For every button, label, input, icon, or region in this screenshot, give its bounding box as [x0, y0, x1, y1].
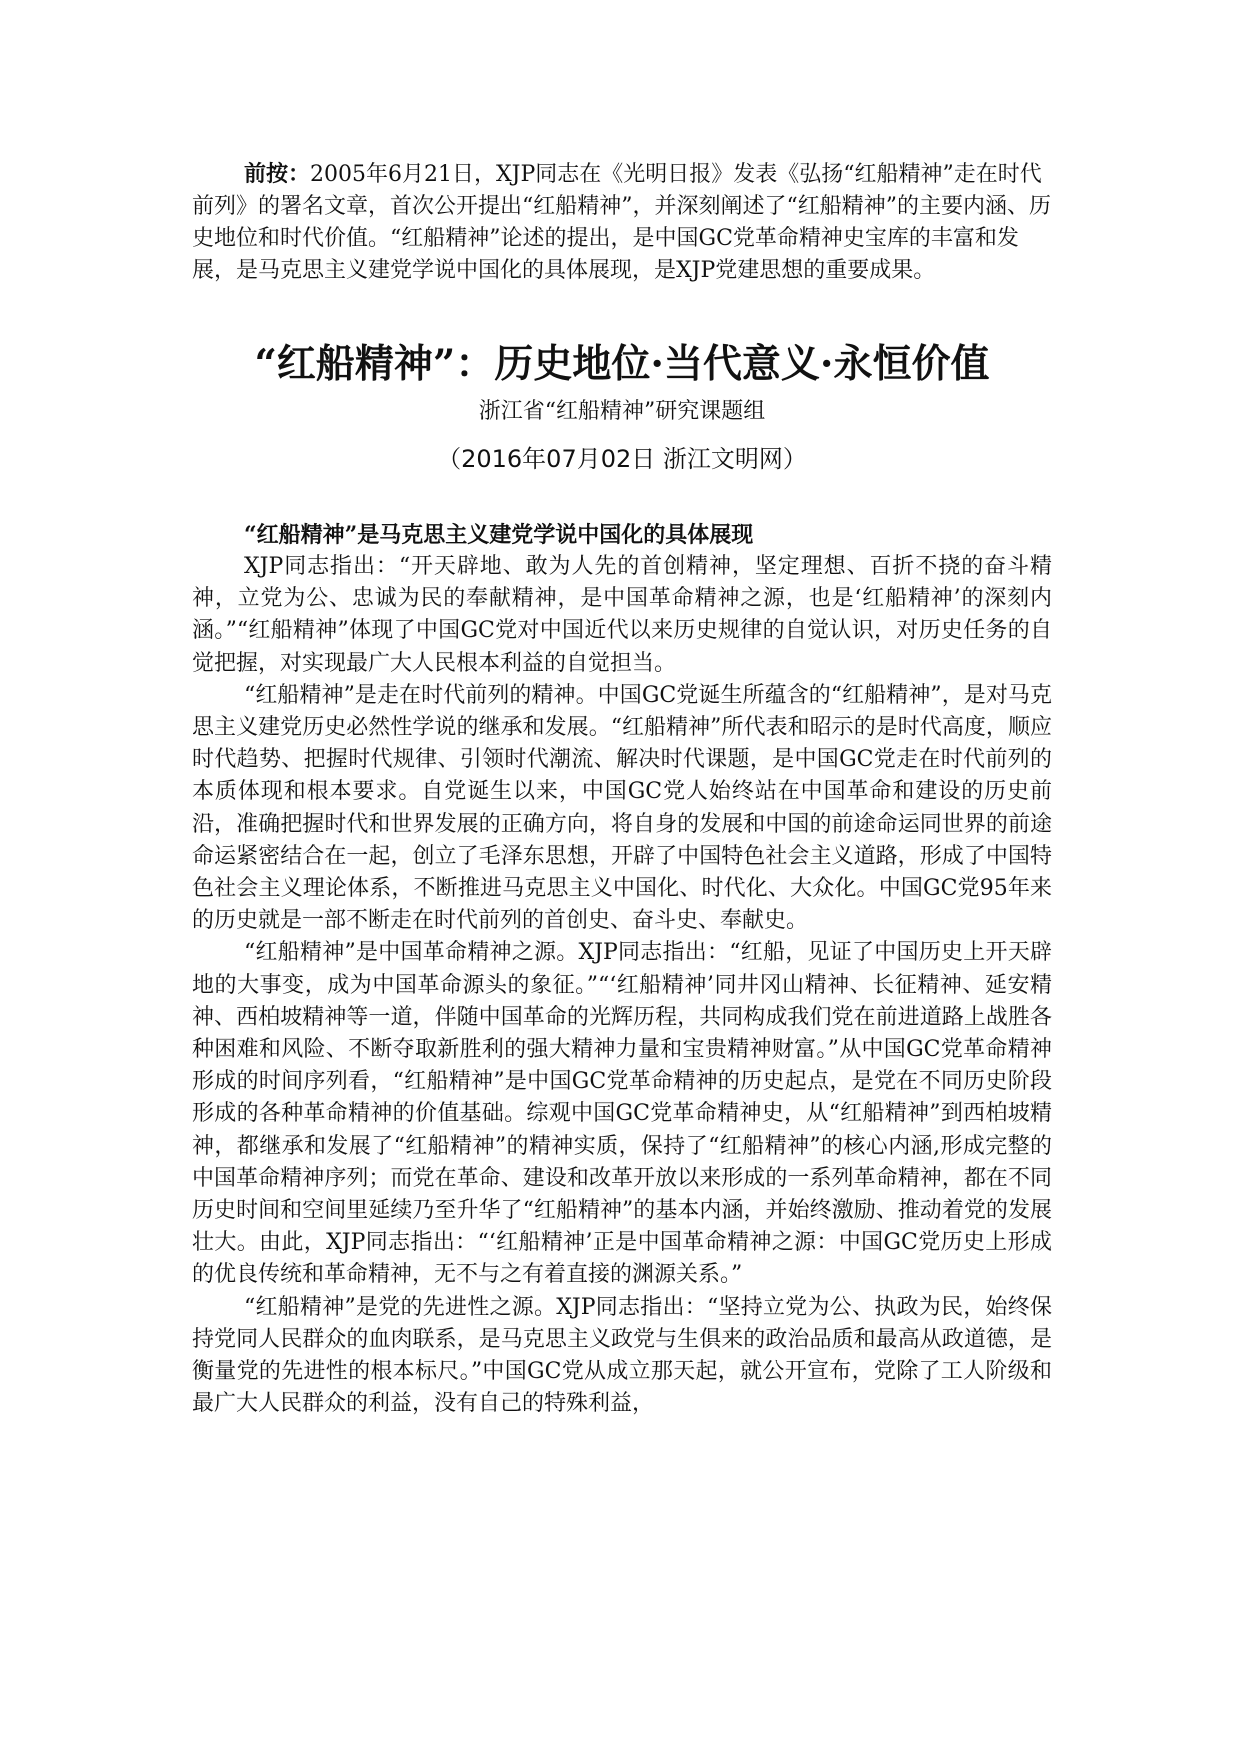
article-date: （2016年07月02日 浙江文明网） — [437, 445, 807, 473]
article-author: 浙江省“红船精神”研究课题组 — [478, 399, 766, 424]
body-paragraph-4: “红船精神”是党的先进性之源。XJP同志指出：“坚持立党为公、执政为民，始终保持党同人民群众的血肉联系，是马克思主义政党与生俱来的政治品质和最高从政道德，是衡量党的先进性的根本标尺。”中国GC党从成立那天起，就公开宣布，党除了工人阶级和最广大人民群众的利益，没有自己的特殊利益， — [192, 1294, 1052, 1417]
intro-paragraph — [192, 158, 1052, 287]
document-page — [192, 158, 1052, 1420]
body-paragraph-3: “红船精神”是中国革命精神之源。XJP同志指出：“红船，见证了中国历史上开天辟地的大事变，成为中国革命源头的象征。”“‘红船精神’同井冈山精神、长征精神、延安精神、西柏坡精神等一道，伴随中国革命的光辉历程，共同构成我们党在前进道路上战胜各种困难和风险、不断夺取新胜利的强大精神力量和宝贵精神财富。”从中国GC党革命精神形成的时间序列看，“红船精神”是中国GC党革命精神的历史起点，是党在不同历史阶段形成的各种革命精神的价值基础。综观中国GC党革命精神史，从“红船精神”到西柏坡精神，都继承和发展了“红船精神”的精神实质，保持了“红船精神”的核心内涵,形成完整的中国革命精神序列；而党在革命、建设和改革开放以来形成的一系列革命精神，都在不同历史时间和空间里延续乃至升华了“红船精神”的基本内涵，并始终激励、推动着党的发展壮大。由此，XJP同志指出：“‘红船精神’正是中国革命精神之源：中国GC党历史上形成的优良传统和革命精神，无不与之有着直接的渊源关系。” — [192, 940, 1052, 1288]
body-paragraph-2: “红船精神”是走在时代前列的精神。中国GC党诞生所蕴含的“红船精神”，是对马克思主义建党历史必然性学说的继承和发展。“红船精神”所代表和昭示的是时代高度，顺应时代趋势、把握时代规律、引领时代潮流、解决时代课题，是中国GC党走在时代前列的本质体现和根本要求。自党诞生以来，中国GC党人始终站在中国革命和建设的历史前沿，准确把握时代和世界发展的正确方向，将自身的发展和中国的前途命运同世界的前途命运紧密结合在一起，创立了毛泽东思想，开辟了中国特色社会主义道路，形成了中国特色社会主义理论体系，不断推进马克思主义中国化、时代化、大众化。中国GC党95年来的历史就是一部不断走在时代前列的首创史、奋斗史、奉献史。 — [192, 682, 1052, 934]
body-paragraph-1: XJP同志指出：“开天辟地、敢为人先的首创精神，坚定理想、百折不挠的奋斗精神，立党为公、忠诚为民的奉献精神，是中国革命精神之源，也是‘红船精神’的深刻内涵。”“红船精神”体现了中国GC党对中国近代以来历史规律的自觉认识，对历史任务的自觉把握，对实现最广大人民根本利益的自觉担当。 — [192, 554, 1052, 676]
intro-lead: 前按： — [244, 161, 311, 187]
intro-text: 2005年6月21日，XJP同志在《光明日报》发表《弘扬“红船精神”走在时代前列》的署名文章，首次公开提出“红船精神”，并深刻阐述了“红船精神”的主要内涵、历史地位和时代价值。“红船精神”论述的提出，是中国GC党革命精神史宝库的丰富和发展，是马克思主义建党学说中国化的具体展现，是XJP党建思想的重要成果。 — [192, 162, 1051, 283]
article-title: “红船精神”：历史地位·当代意义·永恒价值 — [254, 341, 990, 387]
section-heading: “红船精神”是马克思主义建党学说中国化的具体展现 — [244, 522, 754, 548]
